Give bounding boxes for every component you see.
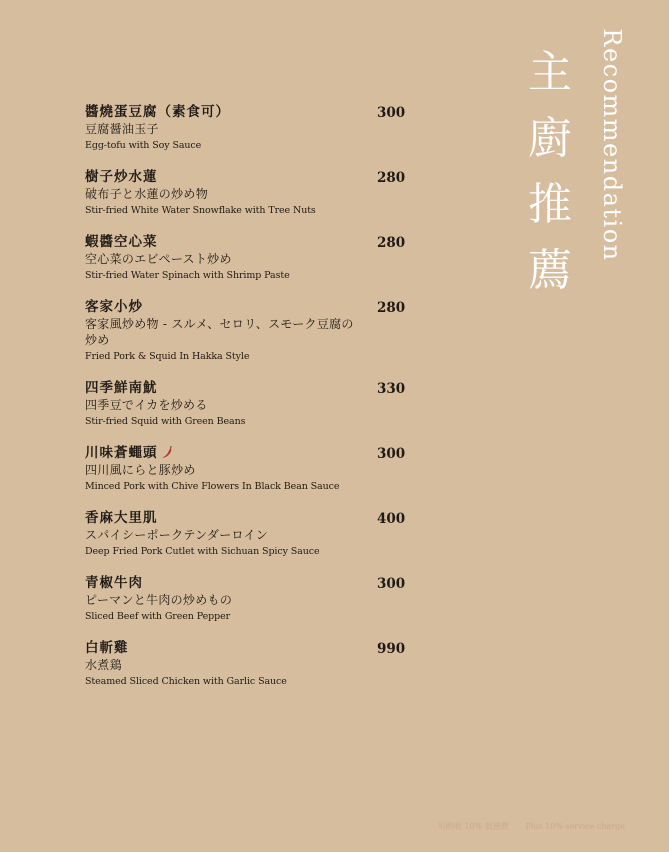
- menu-item: [85, 234, 415, 283]
- item-japanese-name: 水煮鶏: [85, 658, 122, 672]
- item-japanese-name: ピーマンと牛肉の炒めもの: [85, 593, 233, 607]
- item-english-name: Steamed Sliced Chicken with Garlic Sauce: [85, 676, 287, 687]
- item-price: 280: [377, 235, 406, 251]
- page-title: [520, 40, 580, 304]
- item-english-name: Egg-tofu with Soy Sauce: [85, 140, 202, 151]
- service-charge-zh: 另酌收 10% 服務費: [437, 822, 509, 831]
- item-price: 400: [377, 511, 406, 527]
- item-english-name: Deep Fried Pork Cutlet with Sichuan Spicy Sauce: [85, 546, 320, 557]
- item-english-name: Stir-fried Squid with Green Beans: [85, 416, 246, 427]
- item-name-row: [85, 445, 415, 462]
- item-price: 990: [377, 641, 406, 657]
- item-english-name: Fried Pork & Squid In Hakka Style: [85, 351, 250, 362]
- title-char: 廚: [528, 113, 572, 164]
- item-price: 300: [377, 105, 406, 121]
- item-english-name: Sliced Beef with Green Pepper: [85, 611, 231, 622]
- item-english-name: Minced Pork with Chive Flowers In Black Bean Sauce: [85, 481, 340, 492]
- item-name: 蝦醬空心菜: [85, 234, 158, 250]
- item-price: 330: [377, 381, 406, 397]
- menu-item: [85, 299, 415, 364]
- menu-item: [85, 445, 415, 494]
- item-japanese-name: 客家風炒め物 - スルメ、セロリ、スモーク豆腐の炒め: [85, 317, 354, 347]
- item-price: 280: [377, 170, 406, 186]
- item-name: 樹子炒水蓮: [85, 169, 158, 185]
- menu-item: [85, 510, 415, 559]
- item-english-name: Stir-fried Water Spinach with Shrimp Paste: [85, 270, 290, 281]
- item-name: 香麻大里肌: [85, 510, 158, 526]
- title-char: 主: [528, 47, 572, 98]
- title-char: 推: [528, 179, 572, 230]
- item-japanese-name: 豆腐醤油玉子: [85, 122, 159, 136]
- item-name: 白斬雞: [85, 640, 129, 656]
- item-price: 300: [377, 576, 406, 592]
- item-japanese-name: 四川風にらと豚炒め: [85, 463, 196, 477]
- item-japanese-name: 四季豆でイカを炒める: [85, 398, 208, 412]
- menu-item: [85, 169, 415, 218]
- service-charge-en: Plus 10% service charge: [525, 822, 625, 831]
- chili-pepper-icon: [160, 445, 174, 459]
- item-name: 客家小炒: [85, 299, 143, 315]
- service-charge-note: [438, 821, 625, 832]
- page-subtitle: Recommendation: [598, 28, 626, 262]
- menu-item: [85, 575, 415, 624]
- item-english-name: Stir-fried White Water Snowflake with Tree Nuts: [85, 205, 316, 216]
- menu-item: [85, 104, 415, 153]
- menu-list: [85, 104, 415, 705]
- item-japanese-name: 空心菜のエビペースト炒め: [85, 252, 232, 266]
- item-name: 青椒牛肉: [85, 575, 143, 591]
- item-name: 四季鮮南魷: [85, 380, 158, 396]
- menu-item: [85, 640, 415, 689]
- menu-item: [85, 380, 415, 429]
- item-name: 川味蒼蠅頭: [85, 445, 158, 461]
- title-char: 薦: [528, 245, 572, 296]
- item-price: 280: [377, 300, 406, 316]
- item-name: 醬燒蛋豆腐（素食可）: [85, 104, 230, 120]
- item-japanese-name: スパイシーポークテンダーロイン: [85, 528, 269, 542]
- item-price: 300: [377, 446, 406, 462]
- item-japanese-name: 破布子と水蓮の炒め物: [85, 187, 209, 201]
